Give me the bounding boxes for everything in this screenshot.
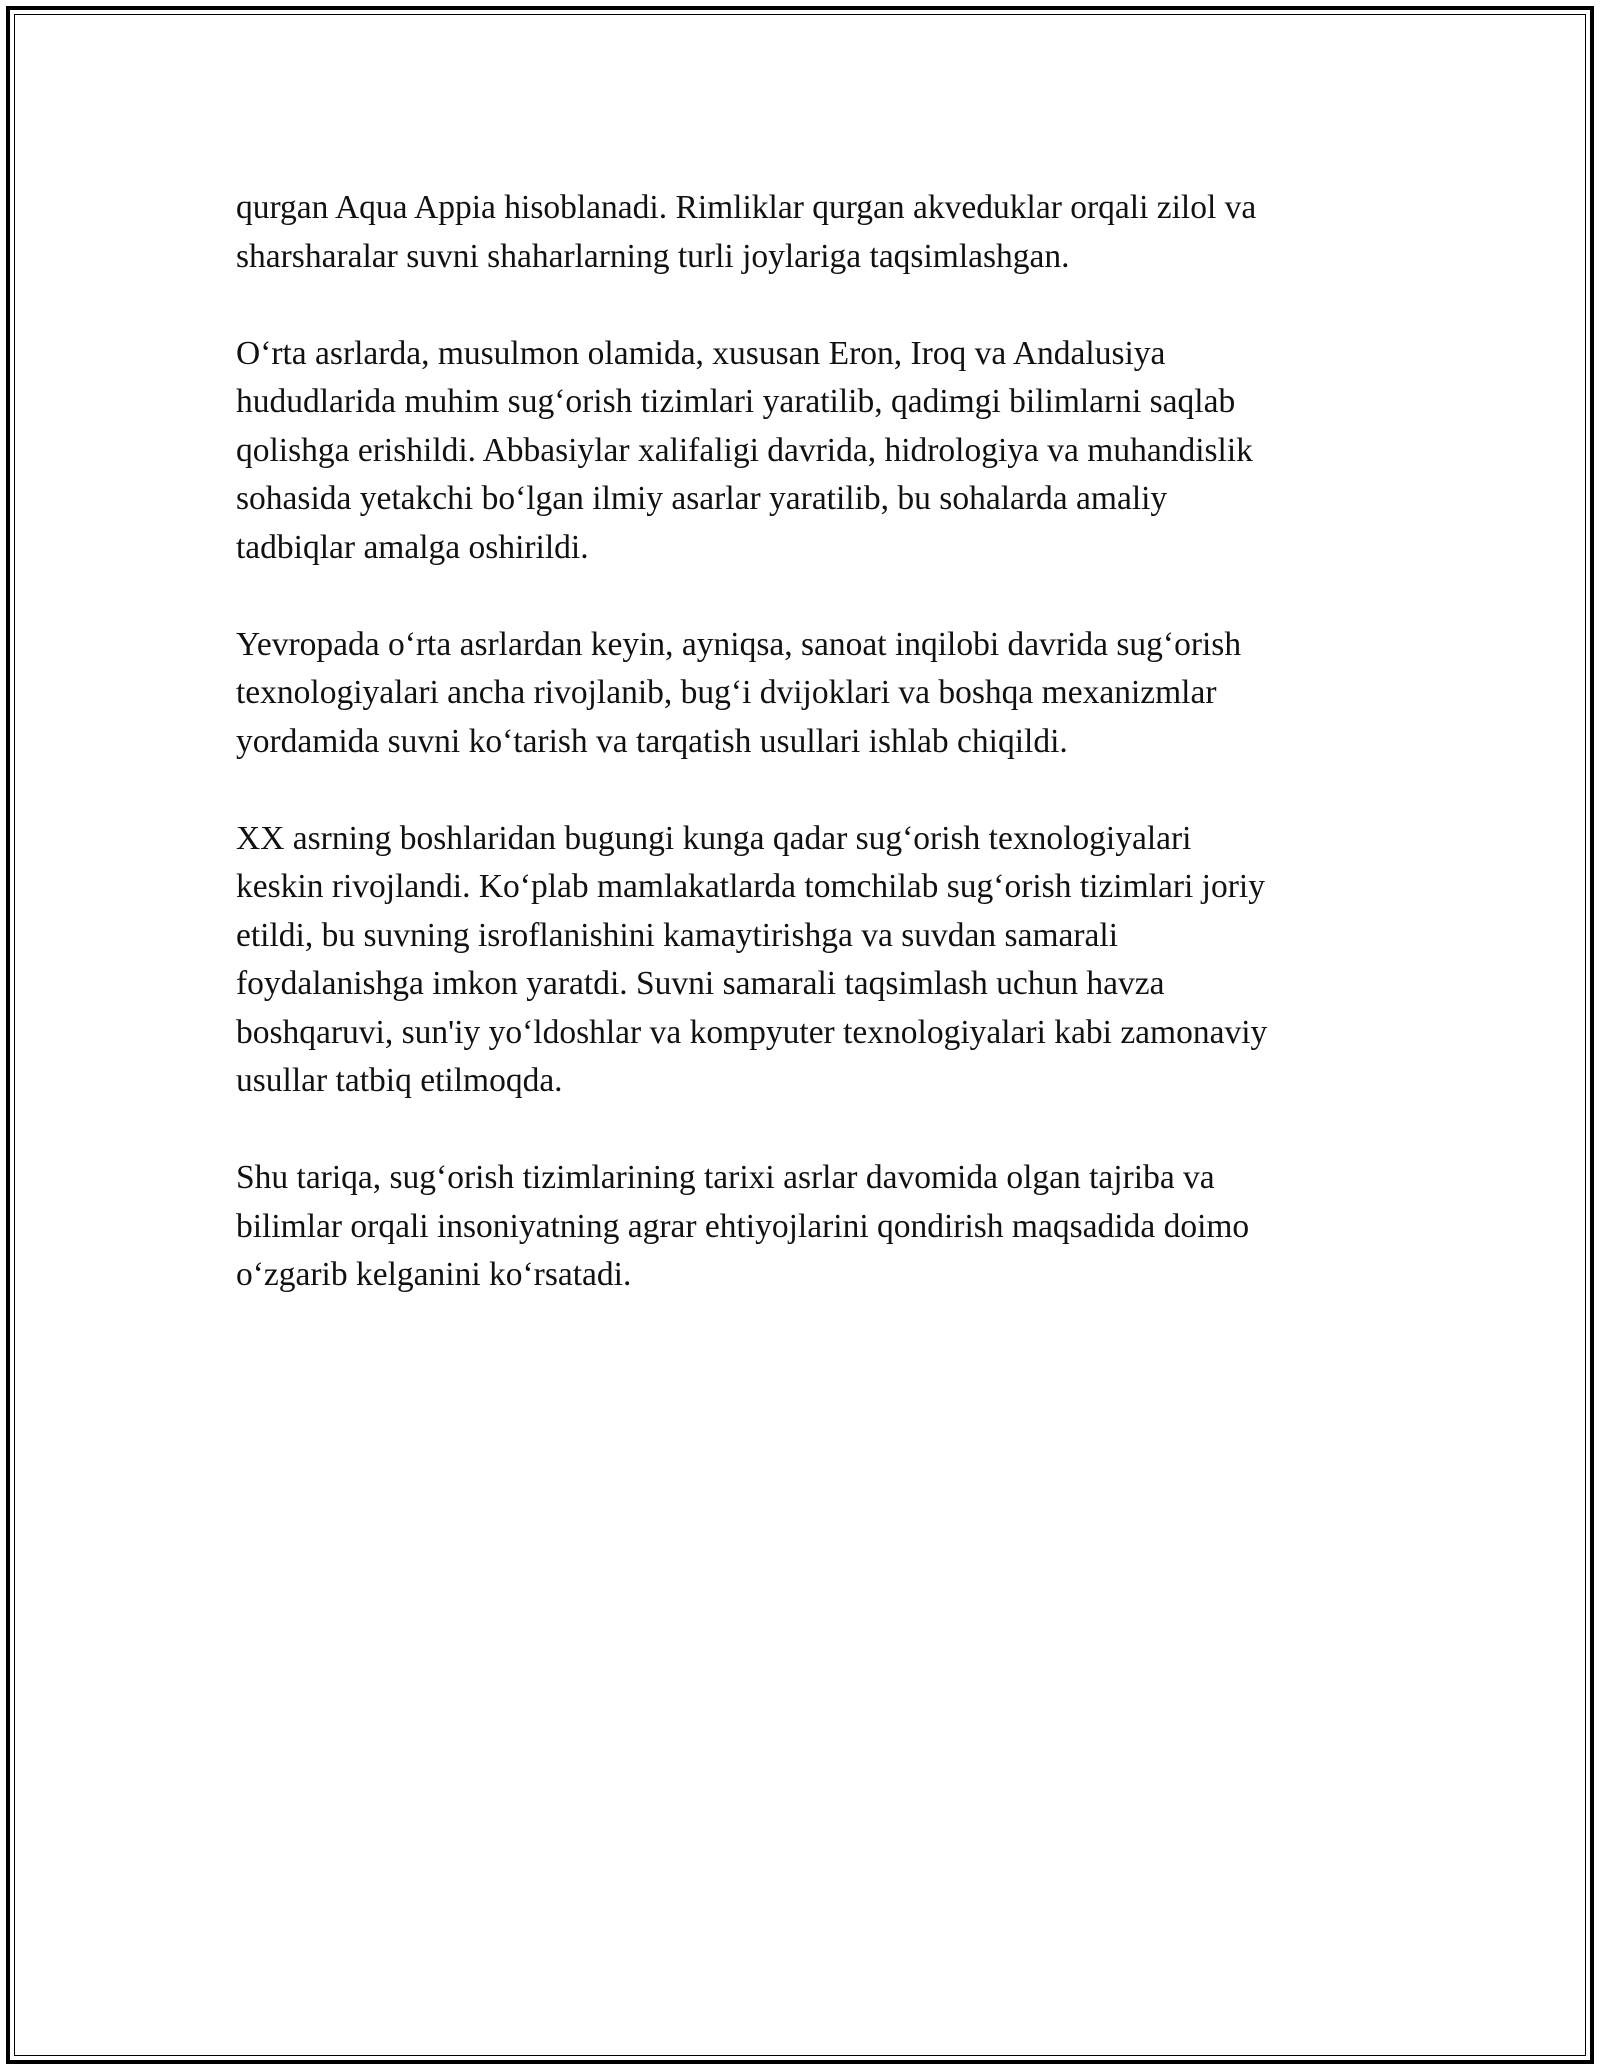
document-body	[236, 184, 1406, 1348]
text-line: sohasida yetakchi bo‘lgan ilmiy asarlar yaratilib, bu sohalarda amaliy	[236, 480, 1168, 517]
paragraph-3	[236, 621, 1406, 767]
text-line: O‘rta asrlarda, musulmon olamida, xususan Eron, Iroq va Andalusiya	[236, 334, 1166, 372]
text-line: foydalanishga imkon yaratdi. Suvni samarali taqsimlash uchun havza	[236, 965, 1165, 1002]
text-line: Yevropada o‘rta asrlardan keyin, ayniqsa, sanoat inqilobi davrida sug‘orish	[236, 625, 1242, 663]
text-line: hududlarida muhim sug‘orish tizimlari yaratilib, qadimgi bilimlarni saqlab	[236, 383, 1236, 420]
text-line: etildi, bu suvning isroflanishini kamaytirishga va suvdan samarali	[236, 916, 1119, 954]
text-line: yordamida suvni ko‘tarish va tarqatish usullari ishlab chiqildi.	[236, 722, 1068, 760]
text-line: Shu tariqa, sug‘orish tizimlarining tarixi asrlar davomida olgan tajriba va	[236, 1159, 1215, 1196]
paragraph-1	[236, 184, 1406, 281]
paragraph-4	[236, 815, 1406, 1106]
text-line: qolishga erishildi. Abbasiylar xalifaligi davrida, hidrologiya va muhandislik	[236, 431, 1253, 469]
text-line: keskin rivojlandi. Ko‘plab mamlakatlarda tomchilab sug‘orish tizimlari joriy	[236, 868, 1265, 905]
paragraph-5	[236, 1154, 1406, 1300]
text-line: o‘zgarib kelganini ko‘rsatadi.	[236, 1256, 632, 1293]
text-line: bilimlar orqali insoniyatning agrar ehtiyojlarini qondirish maqsadida doimo	[236, 1207, 1250, 1245]
text-line: usullar tatbiq etilmoqda.	[236, 1062, 563, 1099]
text-line: sharsharalar suvni shaharlarning turli joylariga taqsimlashgan.	[236, 237, 1070, 275]
paragraph-2	[236, 330, 1406, 573]
text-line: texnologiyalari ancha rivojlanib, bug‘i dvijoklari va boshqa mexanizmlar	[236, 674, 1217, 711]
text-line: tadbiqlar amalga oshirildi.	[236, 528, 589, 566]
text-line: boshqaruvi, sun'iy yo‘ldoshlar va kompyuter texnologiyalari kabi zamonaviy	[236, 1013, 1268, 1051]
text-line: qurgan Aqua Appia hisoblanadi. Rimliklar qurgan akveduklar orqali zilol va	[236, 189, 1257, 226]
text-line: XX asrning boshlaridan bugungi kunga qadar sug‘orish texnologiyalari	[236, 819, 1192, 857]
